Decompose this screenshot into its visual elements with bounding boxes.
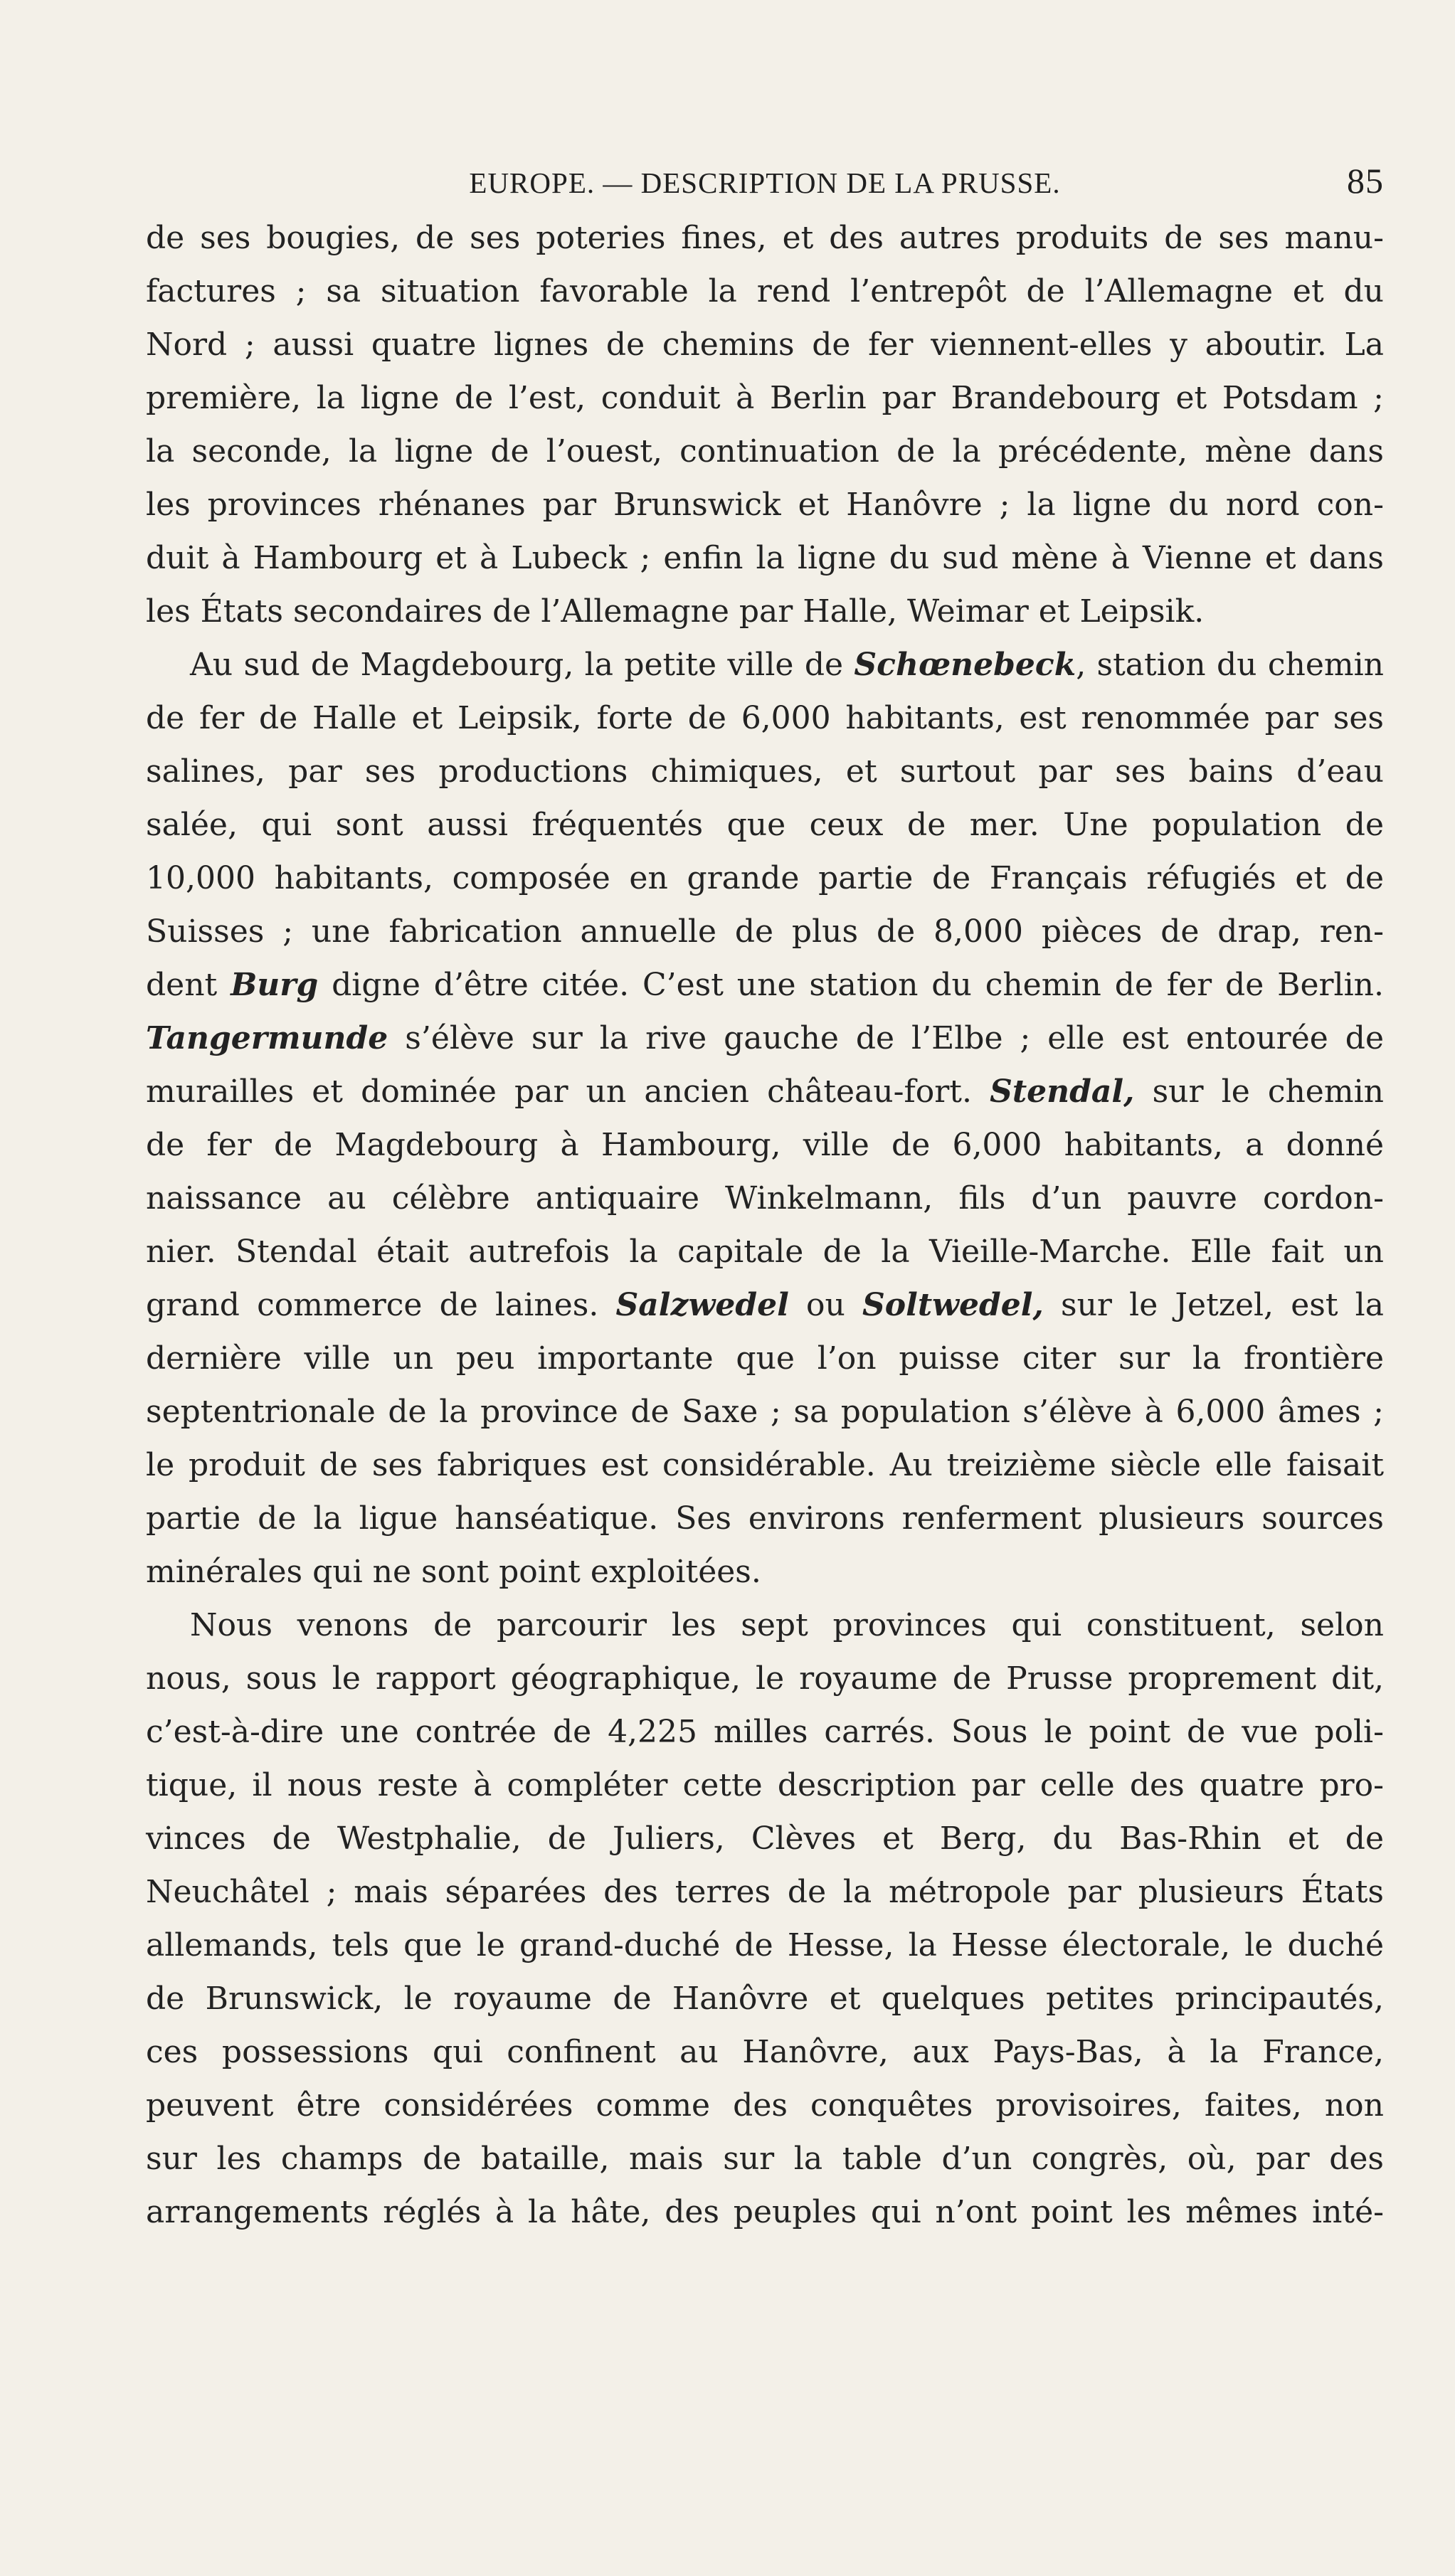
text-run: les provinces rhénanes par Brunswick et Hanôvre ; la ligne du nord con- (146, 487, 1384, 523)
text-run: c’est-à-dire une contrée de 4,225 milles carrés. Sous le point de vue poli- (146, 1714, 1384, 1750)
text-run: Suisses ; une fabrication annuelle de plus de 8,000 pièces de drap, ren- (146, 913, 1384, 950)
text-line (146, 1225, 1384, 1278)
text-run: murailles et dominée par un ancien château-fort. (146, 1074, 990, 1110)
text-line (146, 905, 1384, 958)
text-run: peuvent être considérées comme des conquêtes provisoires, faites, non (146, 2087, 1384, 2124)
text-run: vinces de Westphalie, de Juliers, Clèves et Berg, du Bas-Rhin et de (146, 1820, 1384, 1857)
text-line (146, 638, 1384, 691)
text-line (146, 1652, 1384, 1705)
text-line (146, 371, 1384, 425)
text-run: Au sud de Magdebourg, la petite ville de (190, 647, 855, 683)
text-run: Nord ; aussi quatre lignes de chemins de fer viennent-elles y aboutir. La (146, 327, 1384, 363)
text-line (146, 1492, 1384, 1545)
text-run: nous, sous le rapport géographique, le royaume de Prusse proprement dit, (146, 1660, 1384, 1697)
book-page (146, 153, 1384, 2239)
text-line (146, 852, 1384, 905)
text-line (146, 425, 1384, 478)
text-line (146, 318, 1384, 371)
text-run: de fer de Halle et Leipsik, forte de 6,000 habitants, est renommée par ses (146, 700, 1384, 736)
text-run: duit à Hambourg et à Lubeck ; enfin la ligne du sud mène à Vienne et dans (146, 540, 1384, 576)
text-run: salée, qui sont aussi fréquentés que ceux de mer. Une population de (146, 807, 1384, 843)
text-run: de Brunswick, le royaume de Hanôvre et quelques petites principautés, (146, 1981, 1384, 2017)
italic-name: Soltwedel, (862, 1287, 1044, 1323)
text-line (146, 1012, 1384, 1065)
text-line (146, 1438, 1384, 1492)
text-line (146, 1705, 1384, 1759)
text-line (146, 2025, 1384, 2079)
text-run: première, la ligne de l’est, conduit à Berlin par Brandebourg et Potsdam ; (146, 380, 1384, 416)
italic-name: Tangermunde (146, 1020, 388, 1056)
text-line (146, 1385, 1384, 1438)
italic-name: Salzwedel (615, 1287, 789, 1323)
text-run: tique, il nous reste à compléter cette description par celle des quatre pro- (146, 1767, 1384, 1803)
text-run: arrangements réglés à la hâte, des peuples qui n’ont point les mêmes inté- (146, 2194, 1384, 2230)
text-line (146, 958, 1384, 1012)
text-run: ou (788, 1287, 862, 1323)
text-run: la seconde, la ligne de l’ouest, continuation de la précédente, mène dans (146, 433, 1384, 470)
text-line (146, 745, 1384, 798)
text-line (146, 1865, 1384, 1919)
text-line (146, 1118, 1384, 1172)
text-run: Nous venons de parcourir les sept provinces qui constituent, selon (190, 1607, 1384, 1643)
text-run: dent (146, 967, 231, 1003)
text-run: salines, par ses productions chimiques, et surtout par ses bains d’eau (146, 753, 1384, 790)
running-head (146, 153, 1384, 210)
text-run: ces possessions qui confinent au Hanôvre, aux Pays-Bas, à la France, (146, 2034, 1384, 2070)
body-text (146, 211, 1384, 2239)
text-line (146, 1332, 1384, 1385)
page-number: 85 (1347, 161, 1384, 201)
running-title: EUROPE. — DESCRIPTION DE LA PRUSSE. (469, 166, 1061, 199)
text-run: allemands, tels que le grand-duché de Hesse, la Hesse électorale, le duché (146, 1927, 1384, 1963)
text-line (146, 531, 1384, 585)
text-line (146, 1759, 1384, 1812)
text-run: 10,000 habitants, composée en grande partie de Français réfugiés et de (146, 860, 1384, 896)
text-line (146, 478, 1384, 531)
text-run: s’élève sur la rive gauche de l’Elbe ; elle est entourée de (388, 1020, 1384, 1056)
text-line (146, 2132, 1384, 2185)
text-line (146, 265, 1384, 318)
text-run: minérales qui ne sont point exploitées. (146, 1554, 761, 1590)
italic-name: Stendal, (990, 1074, 1135, 1110)
text-run: factures ; sa situation favorable la rend l’entrepôt de l’Allemagne et du (146, 273, 1384, 309)
text-line (146, 2185, 1384, 2239)
italic-name: Burg (231, 967, 319, 1003)
text-line (146, 585, 1384, 638)
text-line (146, 798, 1384, 852)
text-run: , station du chemin (1076, 647, 1384, 683)
text-run: le produit de ses fabriques est considérable. Au treizième siècle elle faisait (146, 1447, 1384, 1483)
text-run: les États secondaires de l’Allemagne par Halle, Weimar et Leipsik. (146, 593, 1205, 630)
text-line (146, 1972, 1384, 2025)
text-run: de fer de Magdebourg à Hambourg, ville de 6,000 habitants, a donné (146, 1127, 1384, 1163)
text-run: sur le chemin (1134, 1074, 1384, 1110)
text-run: sur le Jetzel, est la (1043, 1287, 1384, 1323)
italic-name: Schœnebeck (854, 647, 1076, 683)
text-line (146, 691, 1384, 745)
text-line (146, 1812, 1384, 1865)
text-run: grand commerce de laines. (146, 1287, 616, 1323)
text-run: naissance au célèbre antiquaire Winkelmann, fils d’un pauvre cordon- (146, 1180, 1384, 1217)
text-line (146, 1545, 1384, 1599)
text-line (146, 1599, 1384, 1652)
text-line (146, 1919, 1384, 1972)
text-run: nier. Stendal était autrefois la capitale de la Vieille-Marche. Elle fait un (146, 1234, 1384, 1270)
text-run: Neuchâtel ; mais séparées des terres de la métropole par plusieurs États (146, 1874, 1384, 1910)
text-run: de ses bougies, de ses poteries fines, et des autres produits de ses manu- (146, 220, 1384, 256)
text-line (146, 2079, 1384, 2132)
text-line (146, 1172, 1384, 1225)
text-line (146, 1065, 1384, 1118)
text-run: partie de la ligue hanséatique. Ses environs renferment plusieurs sources (146, 1500, 1384, 1537)
text-line (146, 211, 1384, 265)
text-run: sur les champs de bataille, mais sur la table d’un congrès, où, par des (146, 2141, 1384, 2177)
text-run: dernière ville un peu importante que l’on puisse citer sur la frontière (146, 1340, 1384, 1377)
text-run: digne d’être citée. C’est une station du chemin de fer de Berlin. (318, 967, 1384, 1003)
text-line (146, 1278, 1384, 1332)
text-run: septentrionale de la province de Saxe ; sa population s’élève à 6,000 âmes ; (146, 1394, 1384, 1430)
